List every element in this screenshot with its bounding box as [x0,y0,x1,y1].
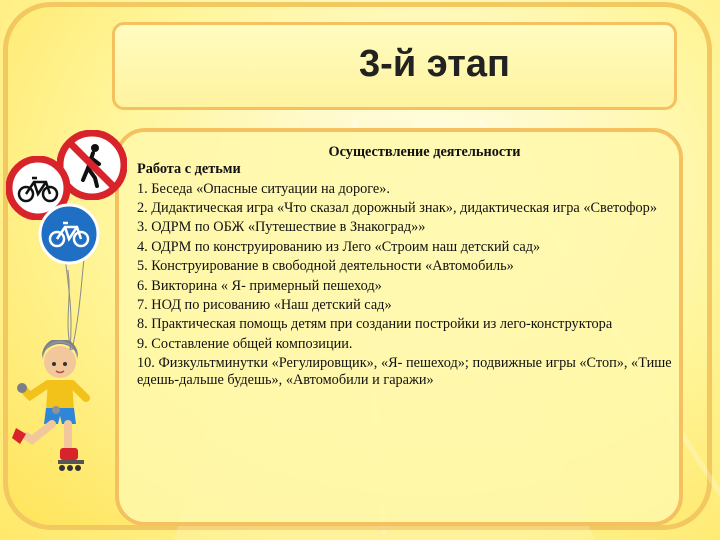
list-item: 10. Физкультминутки «Регулировщик», «Я- пешеход»; подвижные игры «Стоп», «Тише едешь-дальше будешь», «Автомобили и гаражи» [137,355,672,389]
list-item: 1. Беседа «Опасные ситуации на дороге». [137,180,390,197]
list-item: 3. ОДРМ по ОБЖ «Путешествие в Знакоград»» [137,219,426,236]
content-text [137,144,672,390]
list-item: 6. Викторина « Я- примерный пешеход» [137,277,382,294]
child-on-roller-skates-icon [12,340,102,480]
list-item: 7. НОД по рисованию «Наш детский сад» [137,296,392,313]
bicycle-path-sign-icon [38,203,100,265]
list-item: 8. Практическая помощь детям при создании постройки из лего-конструктора [137,316,613,333]
content-box [115,128,683,526]
slide-title: 3-й этап [359,43,510,85]
list-item: 5. Конструирование в свободной деятельности «Автомобиль» [137,258,514,275]
content-subheading: Работа с детьми [137,161,241,178]
content-heading: Осуществление деятельности [328,144,521,160]
list-item: 9. Составление общей композиции. [137,335,353,352]
list-item: 2. Дидактическая игра «Что сказал дорожный знак», дидактическая игра «Светофор» [137,199,657,216]
list-item: 4. ОДРМ по конструированию из Лего «Строим наш детский сад» [137,238,541,255]
title-box [112,22,677,110]
